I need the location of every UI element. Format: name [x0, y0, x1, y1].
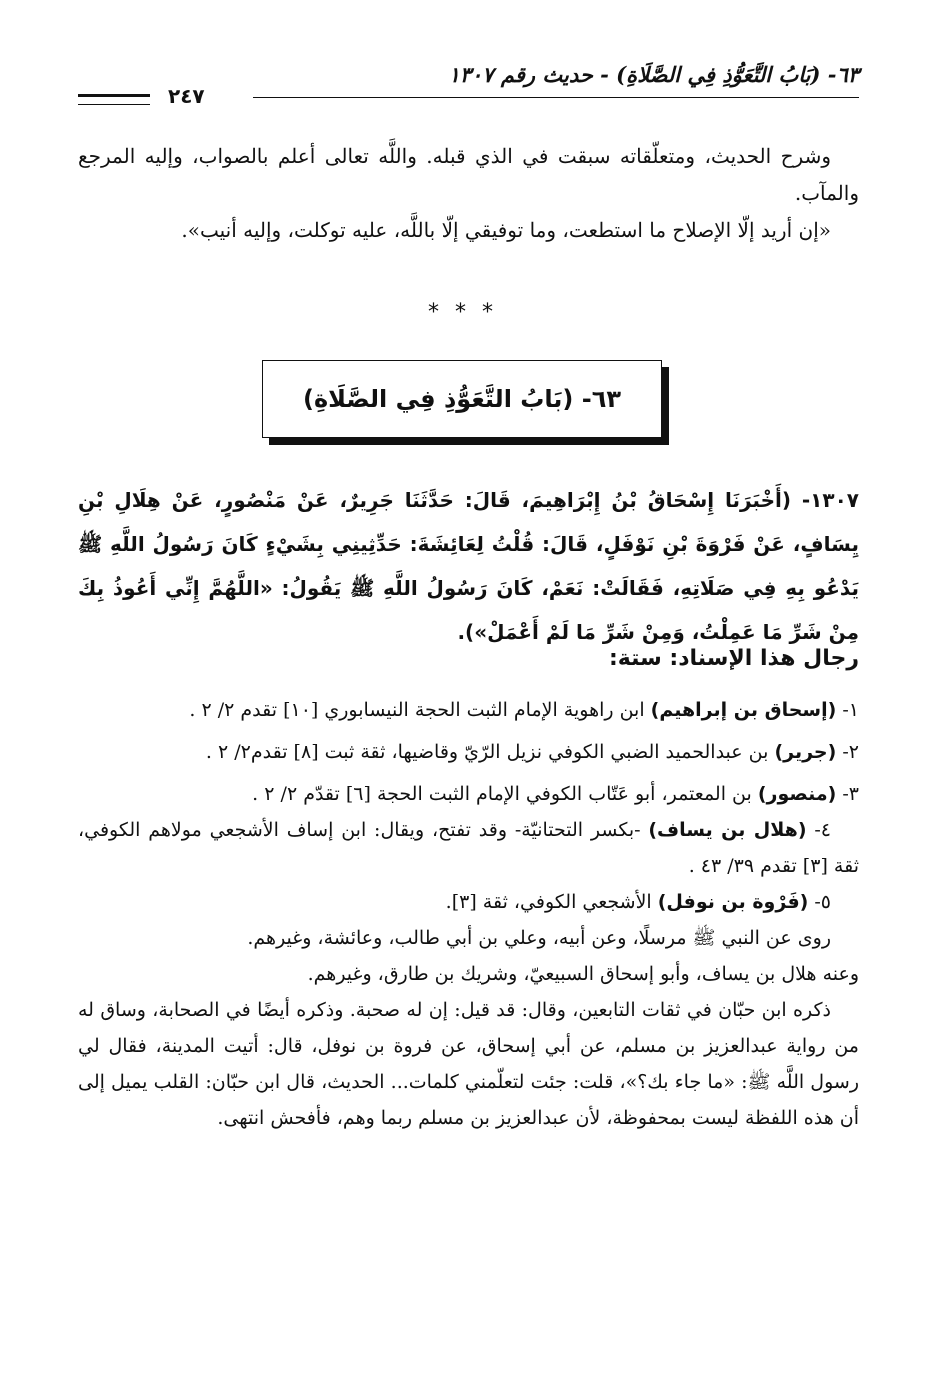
running-header [78, 62, 859, 108]
narrator-number: ١- [842, 699, 859, 721]
narrators-list [78, 692, 859, 1136]
chapter-title-box [262, 360, 662, 438]
narrator-number: ٣- [842, 783, 859, 805]
header-rule [253, 97, 859, 98]
isnad-heading: رجال هذا الإسناد: ستة: [609, 646, 859, 671]
narrator-name: (إسحاق بن إبراهيم) [650, 699, 837, 721]
narrator-name: (فَرْوة بن نوفل) [657, 891, 809, 913]
page-number: ٢٤٧ [168, 84, 205, 108]
hadith-text: ١٣٠٧- (أَخْبَرَنَا إِسْحَاقُ بْنُ إِبْرَاهِيمَ، قَالَ: حَدَّثَنَا جَرِيرٌ، عَنْ مَنْصُورٍ، عَنْ هِلَالِ بْنِ يِسَافٍ، عَنْ فَرْوَةَ بْنِ نَوْفَلٍ، قَالَ: قُلْتُ لِعَائِشَةَ: حَدِّثِينِي بِشَيْءٍ كَانَ رَسُولُ اللَّهِ ﷺ يَدْعُو بِهِ فِي صَلَاتِهِ، فَقَالَتْ: نَعَمْ، كَانَ رَسُولُ اللَّهِ ﷺ يَقُولُ: «اللَّهُمَّ إِنِّي أَعُوذُ بِكَ مِنْ شَرِّ مَا عَمِلْتُ، وَمِنْ شَرِّ مَا لَمْ أَعْمَلْ»). [78, 488, 859, 644]
narrator-note: وعنه هلال بن يساف، وأبو إسحاق السبيعيّ، وشريك بن طارق، وغيرهم. [307, 963, 859, 985]
section-separator: *** [428, 300, 509, 325]
narrator-name: (جرير) [774, 741, 837, 763]
narrator-number: ٤- [814, 819, 831, 841]
intro-text [78, 138, 859, 249]
header-title: ٦٣- (بَابُ التَّعَوُّذِ فِي الصَّلَاةِ) - حديث رقم ١٣٠٧ [448, 62, 859, 87]
chapter-title: ٦٣- (بَابُ التَّعَوُّذِ فِي الصَّلَاةِ) [303, 385, 621, 413]
intro-paragraph-2: «إن أريد إلّا الإصلاح ما استطعت، وما توفيقي إلّا باللَّه، عليه توكلت، وإليه أنيب». [181, 218, 831, 242]
narrator-description: الأشجعي الكوفي، ثقة [٣]. [445, 891, 652, 913]
page-number-rule [78, 94, 150, 105]
narrator-description: بن عبدالحميد الضبي الكوفي نزيل الرّيّ وقاضيها، ثقة ثبت [٨] تقدم٢/ ٢ . [205, 741, 769, 763]
narrator-note: روى عن النبي ﷺ مرسلًا، وعن أبيه، وعلي بن أبي طالب، وعائشة، وغيرهم. [247, 927, 831, 949]
narrator-description: ابن راهوية الإمام الثبت الحجة النيسابوري [١٠] تقدم ٢/ ٢ . [189, 699, 645, 721]
narrator-item [78, 734, 859, 770]
narrator-item [78, 812, 859, 884]
narrator-name: (هلال بن يساف) [648, 819, 807, 841]
narrator-description: بن المعتمر، أبو عَتّاب الكوفي الإمام الثبت الحجة [٦] تقدّم ٢/ ٢ . [252, 783, 752, 805]
intro-paragraph-1: وشرح الحديث، ومتعلّقاته سبقت في الذي قبله. واللَّه تعالى أعلم بالصواب، وإليه المرجع والمآب. [78, 144, 859, 205]
narrator-note: ذكره ابن حبّان في ثقات التابعين، وقال: قد قيل: إن له صحبة. وذكره أيضًا في الصحابة، وساق له من رواية عبدالعزيز بن مسلم، عن أبي إسحاق، عن فروة بن نوفل، قال: أتيت المدينة، فقال لي رسول اللَّه ﷺ: «ما جاء بك؟»، قلت: جئت لتعلّمني كلمات... الحديث، قال ابن حبّان: القلب يميل إلى أن هذه اللفظة ليست بمحفوظة، لأن عبدالعزيز بن مسلم ربما وهم، فأفحش انتهى. [78, 999, 859, 1129]
narrator-item [78, 776, 859, 812]
narrator-item [78, 692, 859, 728]
narrator-number: ٥- [814, 891, 831, 913]
narrator-item [78, 884, 859, 920]
narrator-number: ٢- [842, 741, 859, 763]
narrator-description: -بكسر التحتانيّة- وقد تفتح، ويقال: ابن إساف الأشجعي مولاهم الكوفي، ثقة [٣] تقدم ٣٩/ ٤٣ . [78, 819, 859, 877]
narrator-name: (منصور) [757, 783, 837, 805]
